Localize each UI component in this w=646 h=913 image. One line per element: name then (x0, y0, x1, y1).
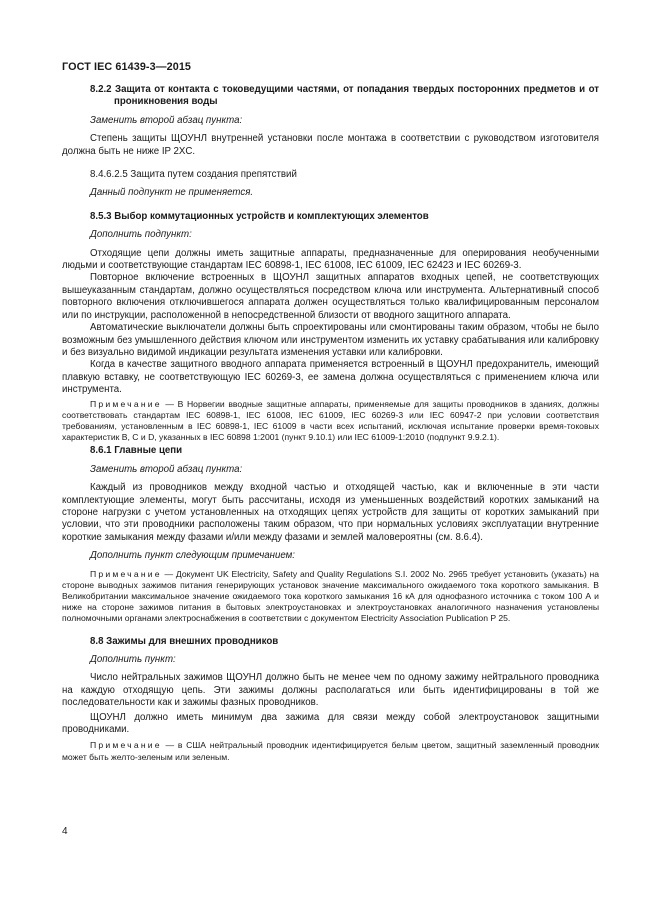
section-8-4-6-2-5-title: 8.4.6.2.5 Защита путем создания препятствий (90, 169, 297, 181)
section-8-5-3-paragraph-3: Автоматические выключатели должны быть спроектированы или смонтированы таким образом, чтобы не было возможным без умышленного действия ключом или инструментом изменить их уставку срабатывания или калибровку и без визуально видимой индикации результата изменения уставки или калибровки. (62, 322, 599, 358)
section-8-5-3-note (62, 399, 599, 444)
note-label: Примечание (90, 398, 162, 409)
section-8-6-1-title: 8.6.1 Главные цепи (90, 445, 183, 457)
section-8-5-3-instruction: Дополнить подпункт: (90, 229, 192, 241)
section-8-6-1-paragraph-1: Каждый из проводников между входной частью и отходящей частью, как и включенные в эти части комплектующие элементы, могут быть рассчитаны, исходя из уменьшенных воздействий коротких замыканий на стороне нагрузки с учетом установленных на отходящих цепях устройств для защиты от коротких замыканий при условии, что эти проводники расположены таким образом, что при нормальных условиях эксплуатации внутренние короткие замыкания между фазами и/или между фазами и землей маловероятны (см. 8.6.4). (62, 482, 599, 543)
section-8-6-1-instruction: Заменить второй абзац пункта: (90, 463, 243, 475)
section-8-5-3-paragraph-4: Когда в качестве защитного вводного аппарата применяется встроенный в ЩОУНЛ предохранитель, имеющий плавкую вставку, не соответствующую IEC 60269-3, ее замена должна осуществляться с применением ключа или инструмента. (62, 359, 599, 396)
section-8-8-paragraph-2: ЩОУНЛ должно иметь минимум два зажима для связи между собой электроустановок защитными проводниками. (62, 711, 599, 736)
page-number: 4 (62, 826, 68, 837)
section-8-5-3-paragraph-2: Повторное включение встроенных в ЩОУНЛ защитных аппаратов входных цепей, не соответствующих вышеуказанным стандартам, должно осуществляться посредством ключа или инструмента. Альтернативный способ повторного включения отключившегося аппарата должен осуществляться только квалифицированным персоналом или по инструкции, расположенной в непосредственной близости от вводного защитного аппарата. (62, 272, 599, 321)
section-8-5-3-title: 8.5.3 Выбор коммутационных устройств и комплектующих элементов (90, 210, 429, 222)
section-8-4-6-2-5-note: Данный подпункт не применяется. (90, 187, 254, 199)
document-body (62, 84, 599, 763)
section-8-2-2-instruction: Заменить второй абзац пункта: (90, 114, 243, 126)
note-label: Примечание (90, 740, 162, 751)
section-8-8-note (62, 740, 599, 762)
note-text: — в США нейтральный проводник идентифицируется белым цветом, защитный заземленный проводник может быть желто-зеленым или зеленым. (62, 740, 599, 762)
section-8-5-3-paragraph-1: Отходящие цепи должны иметь защитные аппараты, предназначенные для оперирования необученными людьми и соответствующие стандартам IEC 60898-1, IEC 61008, IEC 61009, IEC 62423 и IEC 60269-3. (62, 247, 599, 272)
document-header: ГОСТ IEC 61439-3—2015 (62, 61, 192, 73)
section-8-8-instruction: Дополнить пункт: (90, 654, 176, 666)
note-text: — В Норвегии вводные защитные аппараты, применяемые для защиты проводников в зданиях, должны соответствовать стандартам IEC 60898-1, IEC 61008, IEC 61009, IEC 60269-3 или IEC 60947-2 при условии соответствия требованиям, установленным в IEC 60898-1, IEC 61009 в части всех испытаний, исключая испытание проверки время-токовых характеристик B, C и D, указанных в IEC 60898 1:2001 (пункт 9.10.1) или IEC 61009-1:2010 (подпункт 9.9.2.1). (62, 398, 599, 443)
section-8-2-2-text: Степень защиты ЩОУНЛ внутренней установки после монтажа в соответствии с руководством изготовителя должна быть не ниже IP 2XC. (62, 133, 599, 157)
section-8-8-title: 8.8 Зажимы для внешних проводников (90, 635, 279, 647)
note-label: Примечание (90, 568, 162, 579)
section-8-6-1-note (62, 569, 599, 625)
note-text: — Документ UK Electricity, Safety and Quality Regulations S.I. 2002 No. 2965 требует установить (указать) на стороне выводных зажимов питания генерирующих установок значение максимального ожидаемого тока короткого замыкания. В Великобритании максимальное значение ожидаемого тока короткого замыкания 16 кА для однофазного источника с током 100 А и ниже на стороне зажимов питания в бытовых электроустановках и электроустановках аналогичного назначения установлены полномочными органами электроснабжения в соответствии с документом Electricity Association Publication P 25. (62, 568, 599, 624)
section-8-6-1-instruction-2: Дополнить пункт следующим примечанием: (90, 550, 295, 562)
section-8-8-paragraph-1: Число нейтральных зажимов ЩОУНЛ должно быть не менее чем по одному зажиму нейтрального проводника на каждую отходящую цепь. Эти зажимы должны располагаться или быть идентифицированы в той же последовательности как и зажимы фазных проводников. (62, 672, 599, 709)
section-8-2-2-title: 8.2.2 Защита от контакта с токоведущими частями, от попадания твердых посторонних предметов и от проникновения воды (90, 84, 599, 108)
